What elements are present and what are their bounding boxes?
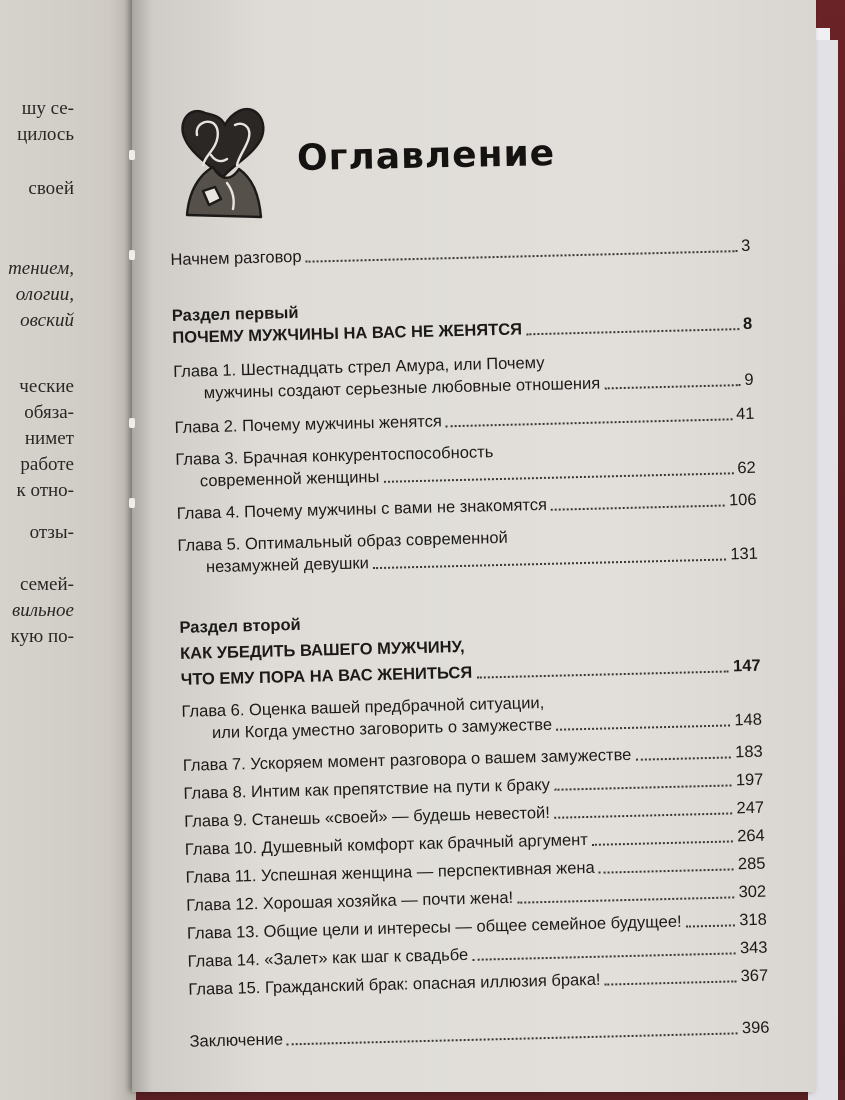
toc-page-number: 183: [734, 742, 763, 762]
toc-entry-title: современной женщины: [199, 467, 380, 491]
toc-entry-title: или Когда уместно заговорить о замужестве: [211, 715, 553, 743]
leader-dots: [686, 923, 736, 927]
toc-entry-line: Глава 5. Оптимальный образ современной: [177, 528, 508, 555]
toc-entry-line: Глава 6. Оценка вашей предбрачной ситуации,: [181, 693, 545, 721]
toc-page-number: 9: [744, 370, 754, 390]
left-text-line: шу се-: [21, 98, 74, 119]
toc-entry-title: ПОЧЕМУ МУЖЧИНЫ НА ВАС НЕ ЖЕНЯТСЯ: [172, 320, 523, 347]
toc-page-number: 367: [740, 966, 769, 986]
toc-page-number: 197: [735, 770, 764, 790]
leader-dots: [526, 327, 739, 335]
toc-page-number: 41: [735, 404, 755, 424]
section-label: Раздел второй: [179, 615, 301, 637]
leader-dots: [599, 867, 734, 873]
toc-page-number: 8: [742, 314, 753, 334]
toc-page-number: 3: [740, 236, 751, 256]
left-text-line: отзы-: [29, 522, 74, 543]
toc-entry-title: мужчины создают серьезные любовные отношения: [203, 374, 601, 403]
toc-entry-title: Глава 9. Станешь «своей» — будешь невестой!: [183, 803, 551, 831]
toc-entry-title: Глава 13. Общие цели и интересы — общее семейное будущее!: [186, 912, 682, 943]
leader-dots: [554, 811, 733, 818]
toc-entry-title: незамужней девушки: [205, 554, 370, 577]
toc-page-number: 106: [728, 490, 757, 510]
toc-entry-line: Глава 1. Шестнадцать стрел Амура, или Почему: [173, 353, 545, 381]
binding-stitch: [129, 250, 135, 260]
leader-dots: [551, 504, 725, 511]
leader-dots: [592, 839, 733, 845]
left-text-line: обяза-: [24, 402, 74, 423]
left-text-line: ологии,: [15, 284, 74, 305]
left-text-line: своей: [28, 178, 74, 199]
toc-entry-title: Глава 12. Хорошая хозяйка — почти жена!: [186, 888, 514, 915]
left-text-line: нимет: [24, 428, 74, 449]
toc-entry-title: Глава 14. «Залет» как шаг к свадьбе: [187, 945, 469, 971]
left-text-line: цилось: [17, 124, 74, 145]
leader-dots: [635, 755, 731, 760]
toc-page-number: 285: [737, 854, 766, 874]
leader-dots: [605, 979, 737, 985]
left-text-line: ческие: [19, 376, 74, 397]
toc-entry-title: Глава 4. Почему мужчины с вами не знакомятся: [176, 495, 548, 523]
left-text-line: к отно-: [16, 480, 74, 501]
left-text-line: тением,: [8, 258, 74, 279]
leader-dots: [604, 383, 740, 389]
toc-entry-title: Начнем разговор: [170, 247, 302, 269]
leader-dots: [556, 723, 730, 730]
left-text-line: вильное: [11, 600, 74, 621]
toc-entry-title: Глава 8. Интим как препятствие на пути к браку: [183, 775, 551, 803]
leader-dots: [554, 783, 732, 790]
toc-page-number: 343: [739, 938, 768, 958]
left-text-line: овский: [20, 310, 74, 331]
toc-entry-title: Глава 15. Гражданский брак: опасная иллюзия брака!: [188, 970, 601, 999]
toc-entry-title: Глава 11. Успешная женщина — перспективная жена: [185, 858, 595, 887]
toc-entry-title: Глава 2. Почему мужчины женятся: [174, 412, 443, 437]
toc-entry-title: ЧТО ЕМУ ПОРА НА ВАС ЖЕНИТЬСЯ: [180, 663, 473, 689]
left-text-line: работе: [20, 454, 74, 475]
toc-entry-title: Глава 7. Ускоряем момент разговора о вашем замужестве: [182, 745, 632, 775]
toc-page-number: 147: [732, 656, 761, 676]
toc-page-number: 148: [734, 710, 763, 730]
toc-section-title-line: КАК УБЕДИТЬ ВАШЕГО МУЖЧИНУ,: [179, 637, 465, 663]
leader-dots: [476, 669, 729, 678]
toc-page-number: 396: [741, 1018, 770, 1038]
left-text-line: кую по-: [10, 626, 74, 647]
section-label: Раздел первый: [171, 303, 299, 325]
couple-illustration: [175, 95, 275, 220]
toc-page-number: 247: [736, 798, 765, 818]
toc-page-number: 302: [738, 882, 767, 902]
left-facing-page: [0, 0, 136, 1100]
binding-stitch: [129, 418, 135, 428]
toc-entry-line: Глава 3. Брачная конкурентоспособность: [175, 443, 494, 469]
toc-entry-title: Глава 10. Душевный комфорт как брачный аргумент: [184, 830, 589, 859]
toc-page-number: 62: [737, 458, 756, 478]
binding-stitch: [129, 150, 135, 160]
binding-stitch: [129, 498, 135, 508]
leader-dots: [517, 895, 735, 903]
toc-page-number: 131: [730, 544, 759, 564]
page-title: Оглавление: [296, 133, 556, 179]
toc-page-number: 264: [736, 826, 765, 846]
left-text-line: семей-: [19, 574, 74, 595]
toc-page-number: 318: [739, 910, 768, 930]
toc-entry-title: Заключение: [189, 1030, 284, 1051]
